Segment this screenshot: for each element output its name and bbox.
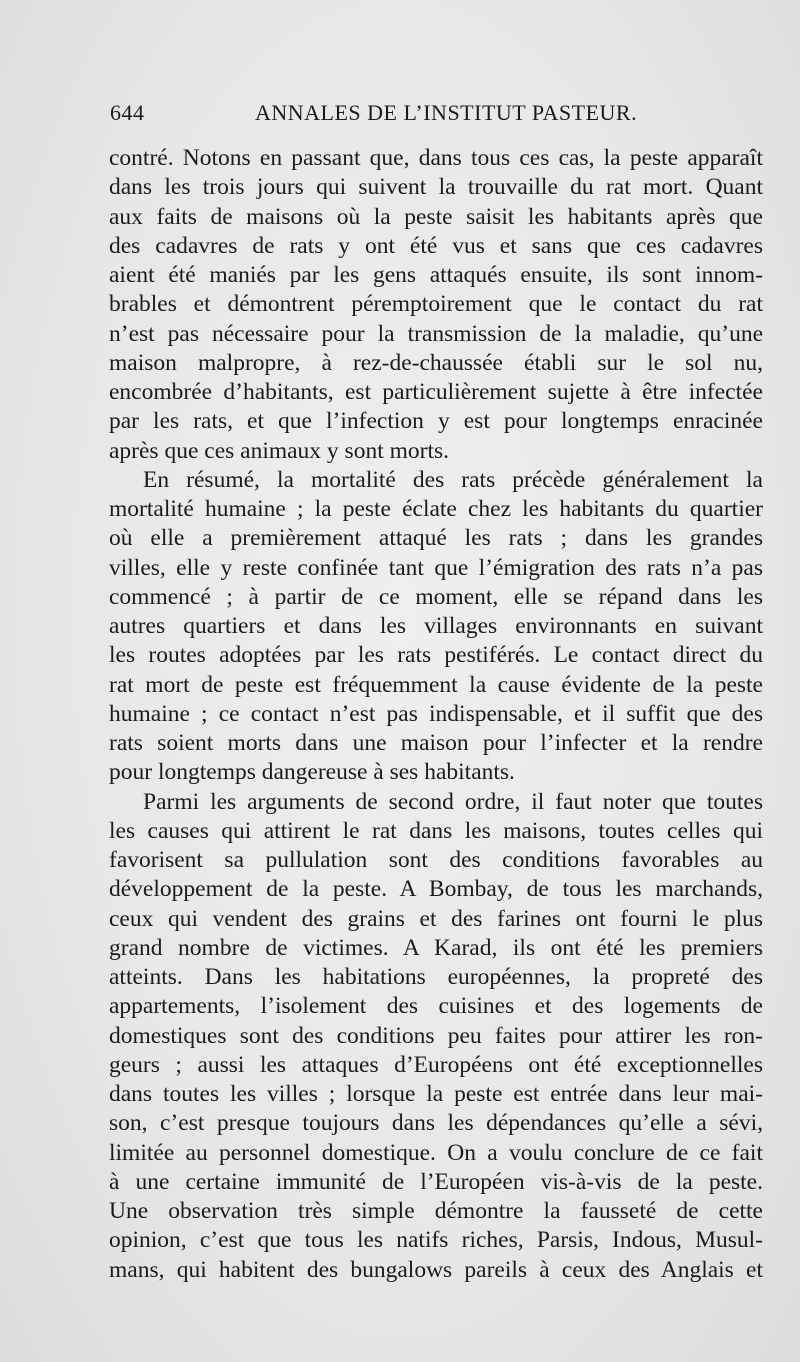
text-line: ceux qui vendent des grains et des farines ont fourni le plus: [109, 905, 763, 932]
text-line: favorisent sa pullulation sont des conditions favorables au: [109, 847, 763, 873]
body-text: [109, 144, 763, 1285]
text-line: n’est pas nécessaire pour la transmission de la maladie, qu’une: [109, 320, 763, 347]
text-line: rats soient morts dans une maison pour l’infecter et la rendre: [109, 730, 763, 756]
text-line: par les rats, et que l’infection y est pour longtemps enracinée: [109, 408, 763, 435]
text-line: rat mort de peste est fréquemment la cause évidente de la peste: [109, 671, 763, 698]
text-line: brables et démontrent péremptoirement que le contact du rat: [109, 291, 763, 318]
text-line: Une observation très simple démontre la fausseté de cette: [109, 1198, 763, 1224]
text-line: son, c’est presque toujours dans les dépendances qu’elle a sévi,: [109, 1110, 763, 1137]
text-line: aient été maniés par les gens attaqués ensuite, ils sont innom-: [109, 262, 763, 288]
text-line: dans toutes les villes ; lorsque la peste est entrée dans leur mai-: [109, 1081, 763, 1107]
paragraph-end-line: après que ces animaux y sont morts.: [109, 437, 450, 464]
text-line: maison malpropre, à rez-de-chaussée établi sur le sol nu,: [109, 349, 763, 376]
text-line: limitée au personnel domestique. On a voulu conclure de ce fait: [109, 1139, 763, 1166]
text-line: aux faits de maisons où la peste saisit les habitants après que: [109, 203, 763, 230]
text-line: à une certaine immunité de l’Européen vis-à-vis de la peste.: [109, 1168, 763, 1195]
text-line: domestiques sont des conditions peu faites pour attirer les ron-: [109, 1022, 763, 1049]
text-line: geurs ; aussi les attaques d’Européens ont été exceptionnelles: [109, 1051, 763, 1078]
text-line: appartements, l’isolement des cuisines et des logements de: [109, 993, 763, 1020]
text-line: commencé ; à partir de ce moment, elle se répand dans les: [109, 583, 763, 610]
running-header: [110, 100, 638, 130]
text-line: atteints. Dans les habitations européennes, la propreté des: [109, 964, 763, 990]
text-line: où elle a premièrement attaqué les rats ; dans les grandes: [109, 525, 763, 552]
text-line: les routes adoptées par les rats pestiférés. Le contact direct du: [109, 642, 763, 669]
text-line: opinion, c’est que tous les natifs riches, Parsis, Indous, Musul-: [109, 1227, 763, 1254]
text-line: villes, elle y reste confinée tant que l’émigration des rats n’a pas: [109, 554, 763, 581]
text-line: autres quartiers et dans les villages environnants en suivant: [109, 613, 763, 639]
journal-title: ANNALES DE L’INSTITUT PASTEUR.: [255, 100, 638, 125]
paragraph-start-line: Parmi les arguments de second ordre, il faut noter que toutes: [143, 788, 763, 815]
paragraph-end-line: pour longtemps dangereuse à ses habitants.: [109, 759, 515, 786]
text-line: des cadavres de rats y ont été vus et sans que ces cadavres: [109, 232, 763, 259]
text-line: contré. Notons en passant que, dans tous ces cas, la peste apparaît: [109, 145, 763, 171]
text-line: grand nombre de victimes. A Karad, ils ont été les premiers: [109, 934, 763, 961]
text-line: mans, qui habitent des bungalows pareils à ceux des Anglais et: [109, 1256, 763, 1283]
text-line: encombrée d’habitants, est particulièrement sujette à être infectée: [109, 379, 763, 405]
page-number: 644: [110, 100, 145, 125]
text-line: dans les trois jours qui suivent la trouvaille du rat mort. Quant: [109, 174, 763, 201]
text-line: humaine ; ce contact n’est pas indispensable, et il suffit que des: [109, 700, 763, 727]
paragraph-start-line: En résumé, la mortalité des rats précède généralement la: [143, 466, 763, 493]
text-line: mortalité humaine ; la peste éclate chez les habitants du quartier: [109, 496, 763, 522]
text-line: développement de la peste. A Bombay, de tous les marchands,: [109, 876, 763, 903]
text-line: les causes qui attirent le rat dans les maisons, toutes celles qui: [109, 817, 763, 844]
